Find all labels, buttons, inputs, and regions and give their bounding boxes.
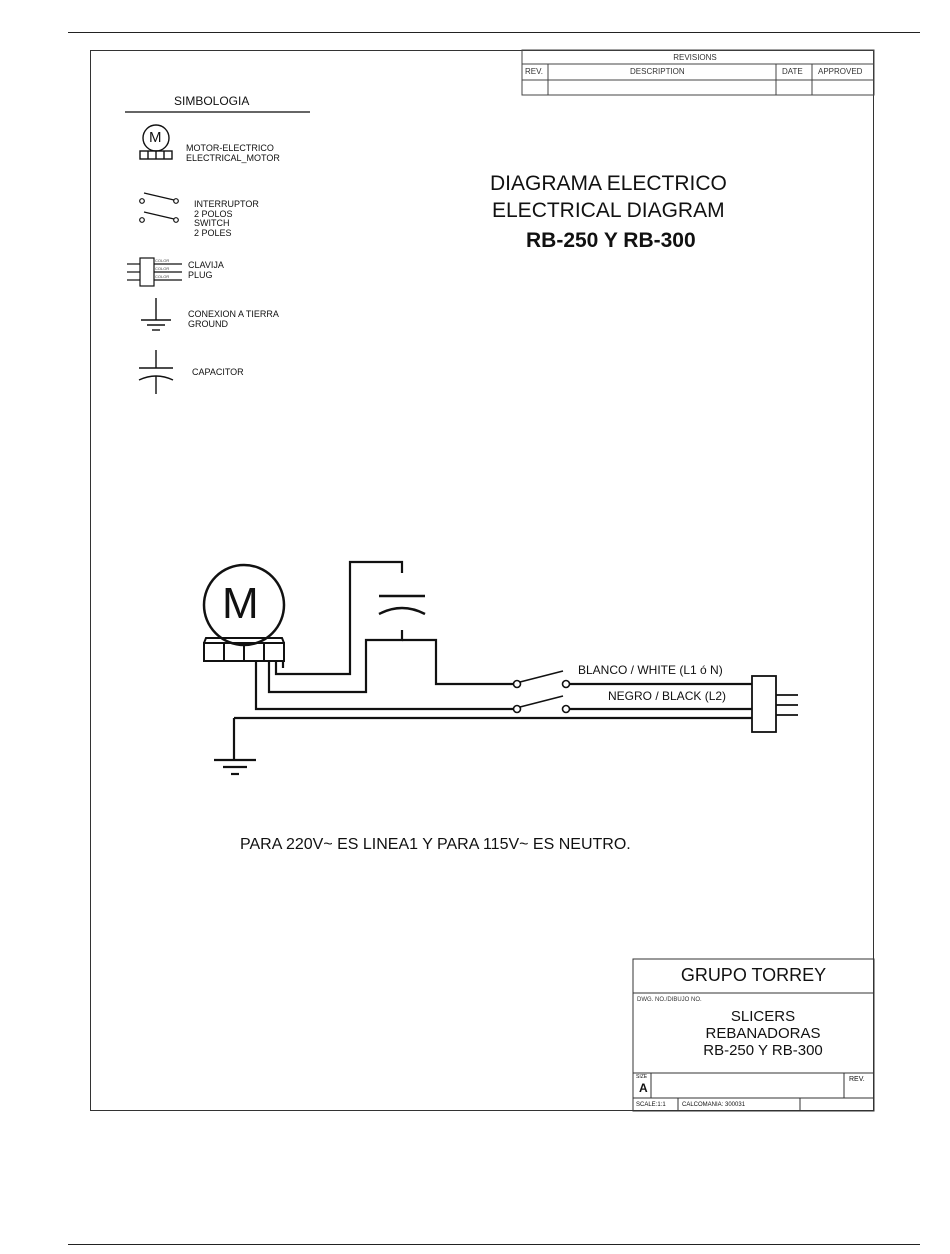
- company-name: GRUPO TORREY: [680, 965, 827, 985]
- calcomania-label: CALCOMANIA: 300031: [682, 1102, 746, 1108]
- legend-motor-label-es: MOTOR-ELECTRICO: [186, 143, 274, 153]
- product-line-2: REBANADORAS: [705, 1025, 821, 1042]
- legend-plug-label-en: PLUG: [188, 270, 213, 280]
- motor-glyph: M: [222, 579, 259, 628]
- switch-symbol: [514, 671, 570, 713]
- product-line-1: SLICERS: [730, 1008, 796, 1025]
- size-label: SIZE: [636, 1074, 648, 1080]
- ground-icon: [141, 298, 171, 330]
- legend-title: SIMBOLOGIA: [174, 94, 250, 108]
- capacitor-symbol: [379, 596, 425, 614]
- capacitor-icon: [139, 350, 173, 394]
- revisions-header: REVISIONS: [673, 53, 717, 62]
- title-models: RB-250 Y RB-300: [526, 229, 696, 252]
- rev-label: REV.: [849, 1076, 865, 1083]
- title-line-1: DIAGRAMA ELECTRICO: [490, 172, 727, 195]
- voltage-note: PARA 220V~ ES LINEA1 Y PARA 115V~ ES NEUTRO.: [240, 836, 631, 853]
- legend-plug-pin-label-1: COLOR: [155, 258, 170, 263]
- legend-plug-pin-label-2: COLOR: [155, 266, 170, 271]
- plug-symbol: [752, 676, 798, 732]
- legend-switch-label-en: SWITCH 2 POLES: [194, 218, 232, 238]
- product-line-3: RB-250 Y RB-300: [703, 1042, 823, 1059]
- white-wire-label: BLANCO / WHITE (L1 ó N): [578, 663, 723, 677]
- approved-column-header: APPROVED: [818, 67, 863, 76]
- legend-switch-label-es: INTERRUPTOR 2 POLOS: [194, 199, 259, 219]
- size-value: A: [639, 1081, 648, 1095]
- legend-ground-label-en: GROUND: [188, 319, 228, 329]
- switch-icon: [140, 193, 179, 222]
- wire-white-main: [402, 640, 513, 684]
- legend-capacitor-label: CAPACITOR: [192, 367, 244, 377]
- rev-column-header: REV.: [525, 67, 543, 76]
- wire-white-motor: [269, 630, 402, 692]
- legend-ground-label-es: CONEXION A TIERRA: [188, 309, 279, 319]
- ground-symbol: [214, 760, 256, 774]
- legend-plug-pin-label-3: COLOR: [155, 274, 170, 279]
- wire-cap-top: [276, 562, 402, 674]
- legend-motor-label-en: ELECTRICAL_MOTOR: [186, 153, 280, 163]
- description-column-header: DESCRIPTION: [630, 67, 685, 76]
- scale-label: SCALE:1:1: [636, 1102, 666, 1108]
- title-line-2: ELECTRICAL DIAGRAM: [492, 199, 725, 222]
- black-wire-label: NEGRO / BLACK (L2): [608, 689, 727, 703]
- dwg-number-label: DWG. NO./DIBUJO NO.: [637, 997, 702, 1003]
- wires: [234, 562, 752, 760]
- date-column-header: DATE: [782, 67, 803, 76]
- motor-terminal-block: [204, 643, 284, 661]
- legend-motor-glyph: M: [149, 129, 162, 146]
- wire-ground: [234, 718, 752, 760]
- legend-plug-label-es: CLAVIJA: [188, 260, 224, 270]
